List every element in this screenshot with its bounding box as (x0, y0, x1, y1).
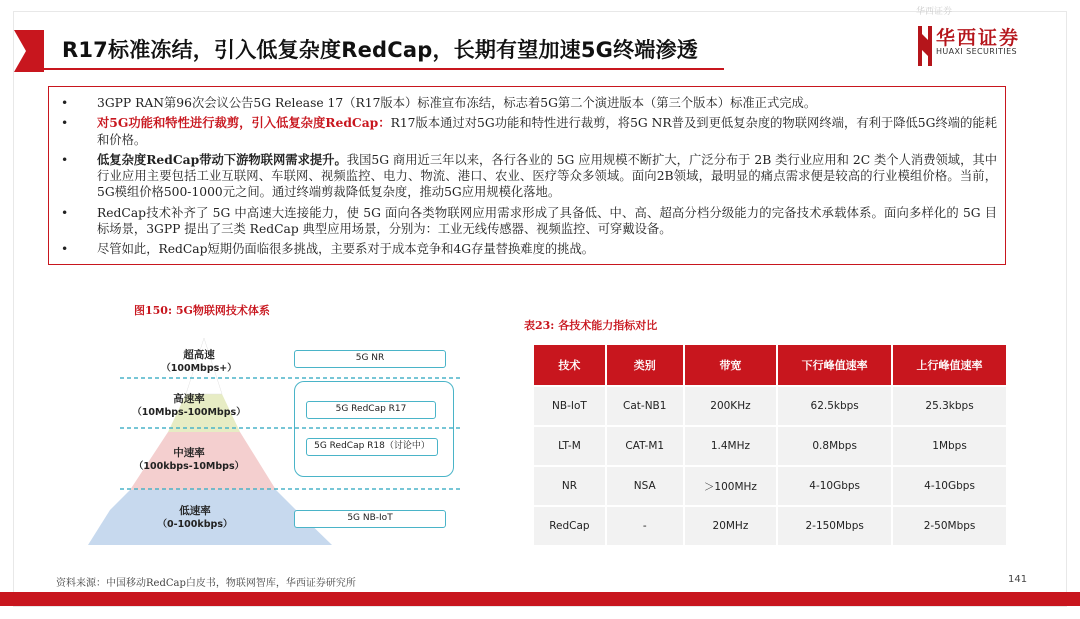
table-header-cell: 上行峰值速率 (892, 344, 1007, 386)
table-cell: 4-10Gbps (777, 466, 892, 506)
table-cell: 62.5kbps (777, 386, 892, 426)
redcap-group-frame (294, 381, 454, 477)
table-cell: 20MHz (684, 506, 778, 546)
tier-range: （100kbps-10Mbps） (133, 461, 245, 472)
tier-name: 超高速 (183, 349, 215, 361)
bullet-text: 我国5G 商用近三年以来，各行各业的 5G 应用规模不断扩大，广泛分布于 2B 类行业应用和 2C 类个人消费领域，其中行业应用主要包括工业互联网、车联网、视频监控、电力、物流、港口、农业、医疗等众多领域。面向2B领域，最明显的痛点需求便是较高的行业模组价格。当前，5G模组价格500-1000元之间。通过终端剪裁降低复杂度，推动5G应用规模化落地。 (97, 152, 997, 200)
table-cell: 2-150Mbps (777, 506, 892, 546)
table-header-cell: 技术 (533, 344, 606, 386)
logo-text-cn: 华西证券 (936, 27, 1021, 49)
table-header-cell: 带宽 (684, 344, 778, 386)
table-header-cell: 类别 (606, 344, 684, 386)
spec-table (532, 343, 1008, 547)
bullet-dot: • (61, 116, 69, 131)
tier-range: （100Mbps+） (161, 363, 237, 374)
page-number: 141 (1008, 574, 1028, 585)
table-row (533, 386, 1007, 426)
table-cell: ＞100MHz (684, 466, 778, 506)
tier-label-high (124, 393, 254, 419)
table-header-cell: 下行峰值速率 (777, 344, 892, 386)
source-note: 资料来源：中国移动RedCap白皮书，物联网智库，华西证券研究所 (56, 578, 356, 589)
table-cell: 1Mbps (892, 426, 1007, 466)
table-cell: NR (533, 466, 606, 506)
footer-bar (0, 592, 1080, 606)
table-cell: 0.8Mbps (777, 426, 892, 466)
box-5g-nr: 5G NR (294, 350, 446, 368)
bullet-text: R17版本通过对5G功能和特性进行裁剪，将5G NR普及到更低复杂度的物联网终端，有利于降低5G终端的能耗和价格。 (97, 116, 997, 147)
logo-text-en: HUAXI SECURITIES (936, 47, 1017, 56)
title-arrow-icon (0, 30, 44, 72)
bullet-dot: • (61, 205, 69, 220)
tier-name: 高速率 (173, 393, 205, 405)
table-cell: - (606, 506, 684, 546)
box-redcap-r17: 5G RedCap R17 (306, 401, 436, 419)
bullet-lead: 对5G功能和特性进行裁剪，引入低复杂度RedCap： (97, 115, 391, 131)
page-title: R17标准冻结，引入低复杂度RedCap，长期有望加速5G终端渗透 (62, 38, 698, 62)
table-cell: LT-M (533, 426, 606, 466)
table-title: 表23: 各技术能力指标对比 (524, 319, 658, 332)
bullet-dot: • (61, 242, 69, 257)
table-cell: Cat-NB1 (606, 386, 684, 426)
tier-range: （10Mbps-100Mbps） (132, 407, 246, 418)
table-cell: 200KHz (684, 386, 778, 426)
bullet-text: 3GPP RAN第96次会议公告5G Release 17（R17版本）标准宣布冻结，标志着5G第二个演进版本（第三个版本）标准正式完成。 (97, 96, 817, 110)
bullet-box (48, 86, 1006, 265)
bullet-dot: • (61, 96, 69, 110)
bullet-item (59, 95, 997, 111)
table-cell: CAT-M1 (606, 426, 684, 466)
table-cell: 25.3kbps (892, 386, 1007, 426)
table-cell: 4-10Gbps (892, 466, 1007, 506)
table-cell: 1.4MHz (684, 426, 778, 466)
bullet-item (59, 152, 997, 201)
bullet-dot: • (61, 152, 69, 167)
table-cell: 2-50Mbps (892, 506, 1007, 546)
box-redcap-r18: 5G RedCap R18（讨论中） (306, 438, 438, 456)
table-row (533, 426, 1007, 466)
watermark: 华西证券 (916, 7, 953, 17)
tier-name: 中速率 (173, 447, 205, 459)
table-cell: RedCap (533, 506, 606, 546)
tier-label-low (130, 505, 260, 531)
bullet-item (59, 115, 997, 148)
bullet-text: RedCap技术补齐了 5G 中高速大连接能力，使 5G 面向各类物联网应用需求形成了具备低、中、高、超高分档分级能力的完备技术承载体系。面向多样化的 5G 目标场景，3GPP 提出了三类 RedCap 典型应用场景，分别为：工业无线传感器、视频监控、可穿戴设备。 (97, 205, 997, 237)
bullet-lead: 低复杂度RedCap带动下游物联网需求提升。 (97, 151, 347, 167)
tier-label-mid (124, 447, 254, 473)
table-row (533, 506, 1007, 546)
tier-range: （0-100kbps） (157, 519, 233, 530)
bullet-item (59, 241, 997, 257)
table-header-row (533, 344, 1007, 386)
box-nb-iot: 5G NB-IoT (294, 510, 446, 528)
title-underline (44, 68, 724, 70)
table-row (533, 466, 1007, 506)
bullet-text: 尽管如此，RedCap短期仍面临很多挑战，主要系对于成本竞争和4G存量替换难度的挑战。 (97, 242, 595, 257)
huaxi-logo-icon (918, 26, 932, 66)
table-cell: NB-IoT (533, 386, 606, 426)
table-cell: NSA (606, 466, 684, 506)
tier-label-ultra (134, 349, 264, 375)
bullet-item (59, 205, 997, 238)
figure-title: 图150: 5G物联网技术体系 (134, 304, 270, 317)
tier-name: 低速率 (179, 505, 211, 517)
